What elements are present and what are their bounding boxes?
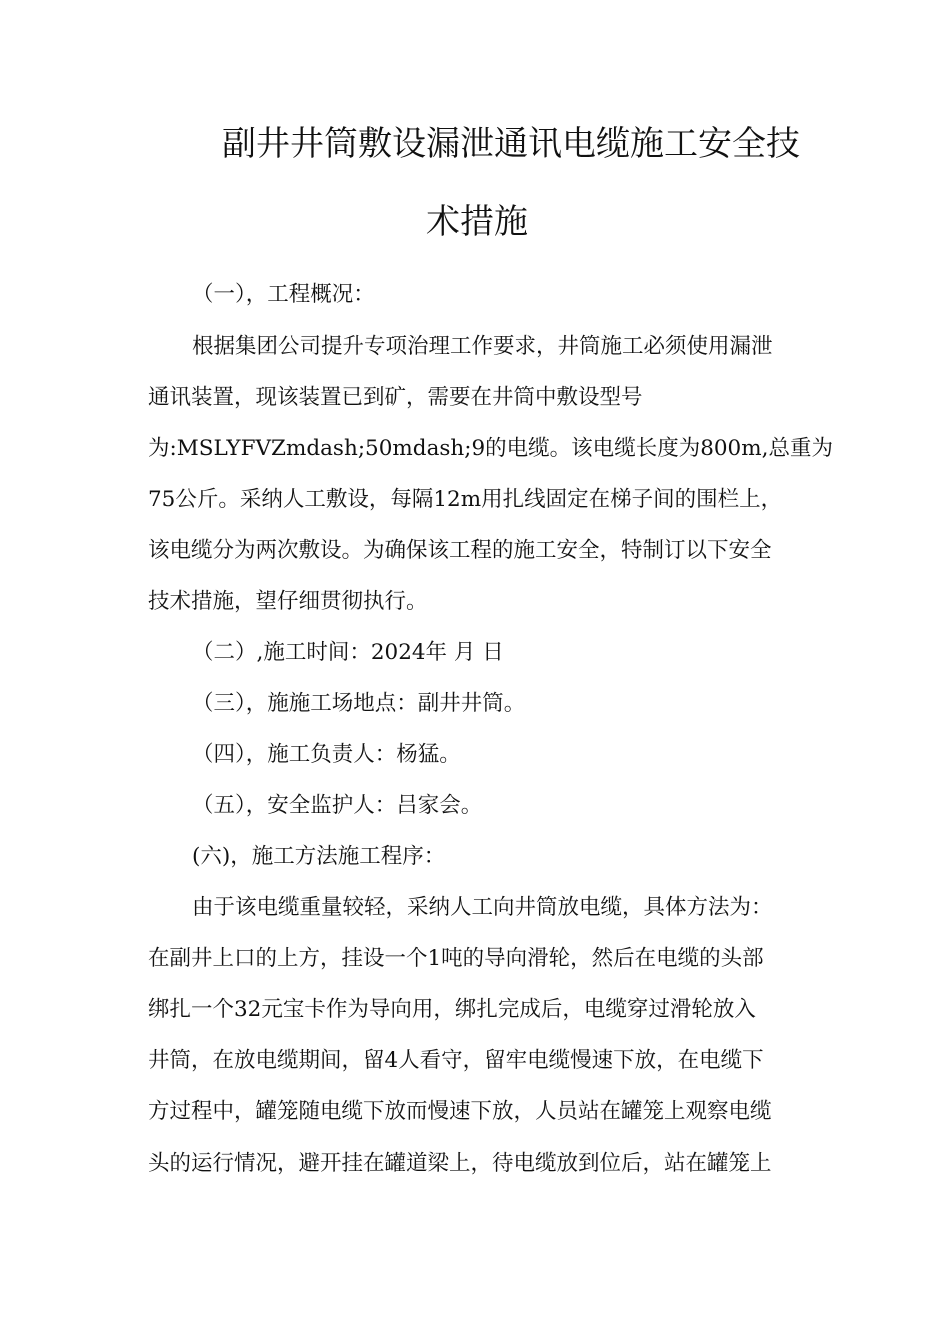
body-line: 由于该电缆重量较轻，采纳人工向井筒放电缆，具体方法为： xyxy=(192,895,773,920)
section-1-heading: （一），工程概况： xyxy=(192,282,375,307)
section-2-heading: （二）,施工时间：2024年 月 日 xyxy=(192,640,504,665)
body-line: 井筒，在放电缆期间，留4人看守，留牢电缆慢速下放，在电缆下 xyxy=(148,1048,764,1073)
body-line: 方过程中，罐笼随电缆下放而慢速下放，人员站在罐笼上观察电缆 xyxy=(148,1099,772,1124)
body-line: 根据集团公司提升专项治理工作要求，井筒施工必须使用漏泄 xyxy=(192,334,773,359)
body-line: 为:MSLYFVZmdash;50mdash;9的电缆。该电缆长度为800m,总重为 xyxy=(148,436,833,461)
body-line: 该电缆分为两次敷设。为确保该工程的施工安全，特制订以下安全 xyxy=(148,538,772,563)
body-line: 通讯装置，现该装置已到矿，需要在井筒中敷设型号 xyxy=(148,385,643,410)
document-title-line-1: 副井井筒敷设漏泄通讯电缆施工安全技 xyxy=(222,124,800,164)
section-3-heading: （三），施施工场地点：副井井筒。 xyxy=(192,691,526,716)
body-line: 头的运行情况，避开挂在罐道梁上，待电缆放到位后，站在罐笼上 xyxy=(148,1151,772,1176)
section-6-heading: (六)，施工方法施工程序： xyxy=(192,844,446,869)
section-5-heading: （五），安全监护人：吕家会。 xyxy=(192,793,483,818)
body-line: 绑扎一个32元宝卡作为导向用，绑扎完成后，电缆穿过滑轮放入 xyxy=(148,997,756,1022)
section-4-heading: （四），施工负责人：杨猛。 xyxy=(192,742,461,767)
body-line: 技术措施，望仔细贯彻执行。 xyxy=(148,589,428,614)
body-line: 75公斤。采纳人工敷设，每隔12m用扎线固定在梯子间的围栏上， xyxy=(148,487,783,512)
document-title-line-2: 术措施 xyxy=(426,202,528,242)
body-line: 在副井上口的上方，挂设一个1吨的导向滑轮，然后在电缆的头部 xyxy=(148,946,764,971)
